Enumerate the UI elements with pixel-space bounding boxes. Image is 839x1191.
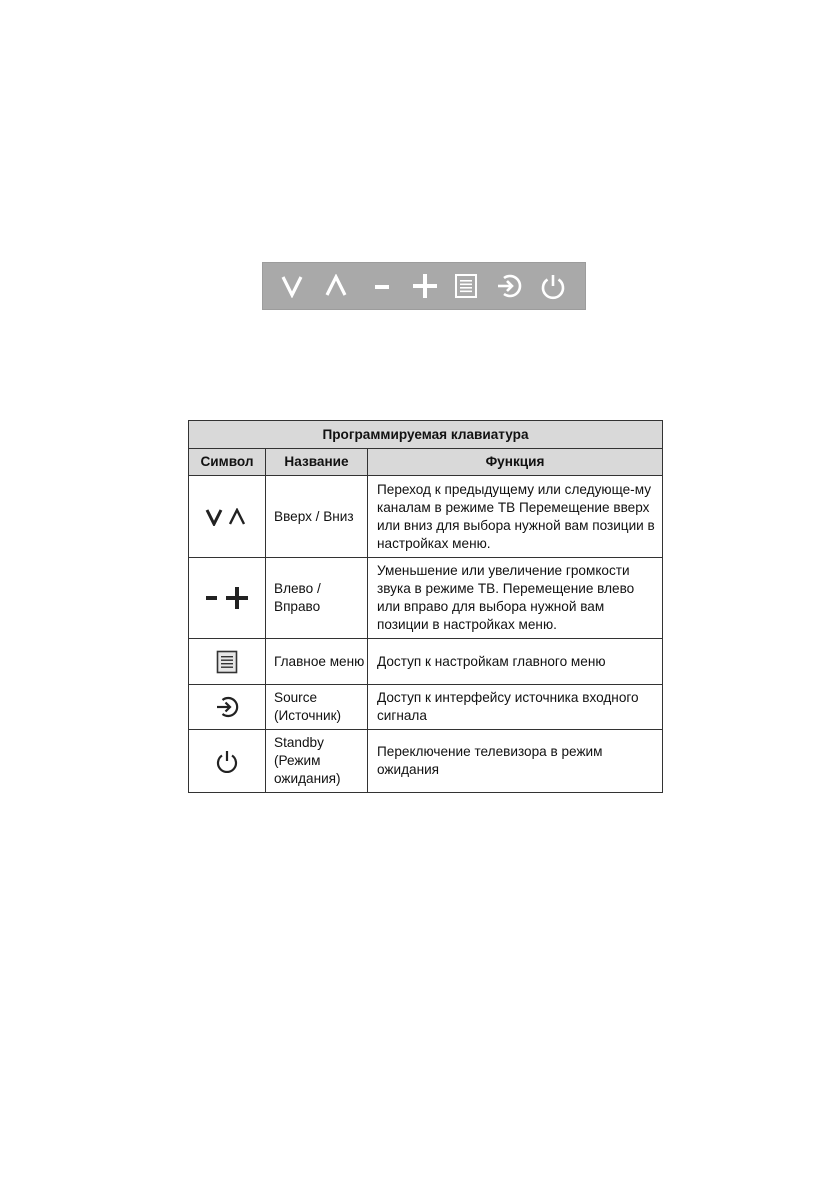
symbol-cell xyxy=(189,558,266,639)
table-row xyxy=(189,558,663,639)
power-icon xyxy=(189,749,265,773)
symbol-cell xyxy=(189,685,266,730)
menu-icon xyxy=(189,650,265,674)
table-title: Программируемая клавиатура xyxy=(189,421,663,449)
header-symbol: Символ xyxy=(189,449,266,476)
keypad-panel xyxy=(262,262,586,310)
function-cell: Переход к предыдущему или следующе-му каналам в режиме ТВ Перемещение вверх или вниз для выбора нужной вам позиции в настройках меню. xyxy=(368,476,663,558)
header-function: Функция xyxy=(368,449,663,476)
menu-icon[interactable] xyxy=(451,262,481,310)
down-up-icon xyxy=(189,508,265,526)
name-cell: Влево / Вправо xyxy=(266,558,368,639)
name-cell: Source (Источник) xyxy=(266,685,368,730)
name-cell: Standby (Режим ожидания) xyxy=(266,730,368,793)
table-row xyxy=(189,730,663,793)
power-icon[interactable] xyxy=(537,262,569,310)
minus-icon[interactable] xyxy=(366,262,398,310)
table-row xyxy=(189,476,663,558)
source-input-icon xyxy=(189,695,265,719)
chevron-down-icon[interactable] xyxy=(276,262,308,310)
function-cell: Переключение телевизора в режим ожидания xyxy=(368,730,663,793)
table-row xyxy=(189,639,663,685)
minus-plus-icon xyxy=(189,587,265,609)
symbol-cell xyxy=(189,476,266,558)
keypad-table xyxy=(188,420,663,793)
name-cell: Главное меню xyxy=(266,639,368,685)
function-cell: Доступ к настройкам главного меню xyxy=(368,639,663,685)
chevron-up-icon[interactable] xyxy=(320,262,352,310)
source-input-icon[interactable] xyxy=(493,262,525,310)
symbol-cell xyxy=(189,639,266,685)
function-cell: Уменьшение или увеличение громкости звука в режиме ТВ. Перемещение влево или вправо для выбора нужной вам позиции в настройках меню. xyxy=(368,558,663,639)
header-name: Название xyxy=(266,449,368,476)
symbol-cell xyxy=(189,730,266,793)
plus-icon[interactable] xyxy=(408,262,442,310)
name-cell: Вверх / Вниз xyxy=(266,476,368,558)
table-row xyxy=(189,685,663,730)
function-cell: Доступ к интерфейсу источника входного сигнала xyxy=(368,685,663,730)
